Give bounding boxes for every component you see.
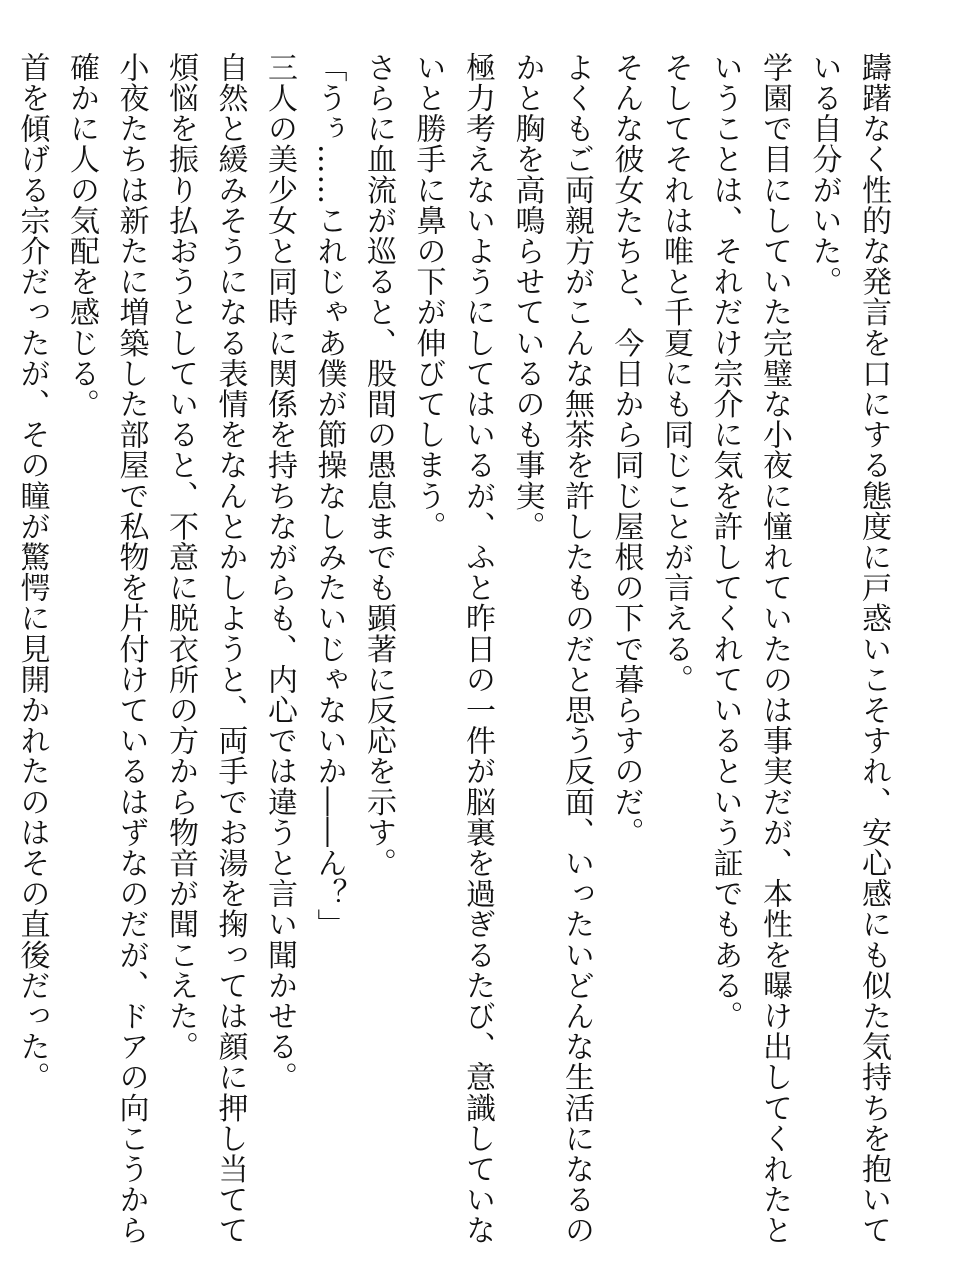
text-line-13: 三人の美少女と同時に関係を持ちながらも、内心では違うと言い聞かせる。 [262, 52, 297, 1093]
text-line-18: 首を傾げる宗介だったが、その瞳が驚愕に見開かれたのはその直後だった。 [14, 52, 50, 1093]
text-line-17: 確かに人の気配を感じる。 [64, 52, 99, 420]
text-line-3: 学園で目にしていた完璧な小夜に憧れていたのは事実だが、本性を曝け出してくれたと [757, 52, 792, 1246]
text-line-8: かと胸を高鳴らせているのも事実。 [509, 52, 545, 542]
text-line-4: いうことは、それだけ宗介に気を許してくれているという証でもある。 [707, 52, 743, 1032]
text-line-15: 煩悩を振り払おうとしていると、不意に脱衣所の方から物音が聞こえた。 [163, 52, 198, 1062]
text-line-5: そしてそれは唯と千夏にも同じことが言える。 [658, 52, 693, 695]
text-line-7: よくもご両親方がこんな無茶を許したものだと思う反面、いったいどんな生活になるの [559, 52, 594, 1246]
text-line-1: 躊躇なく性的な発言を口にする態度に戸惑いこそすれ、安心感にも似た気持ちを抱いて [856, 52, 891, 1246]
text-line-9: 極力考えないようにしてはいるが、ふと昨日の一件が脳裏を過ぎるたび、意識していな [460, 52, 495, 1246]
text-line-2: いる自分がいた。 [806, 52, 842, 297]
text-line-11: さらに血流が巡ると、股間の愚息までも顕著に反応を示す。 [361, 52, 396, 879]
vertical-text-body [7, 52, 898, 1247]
text-line-10: いと勝手に鼻の下が伸びてしまう。 [410, 52, 446, 542]
text-line-16: 小夜たちは新たに増築した部屋で私物を片付けているはずなのだが、ドアの向こうから [113, 52, 149, 1246]
text-line-6: そんな彼女たちと、今日から同じ屋根の下で暮らすのだ。 [608, 52, 644, 848]
text-line-14: 自然と緩みそうになる表情をなんとかしようと、両手でお湯を掬っては顔に押し当てて [212, 52, 248, 1246]
text-line-12: 「うぅ……これじゃあ僕が節操なしみたいじゃないか――ん？」 [311, 52, 347, 940]
